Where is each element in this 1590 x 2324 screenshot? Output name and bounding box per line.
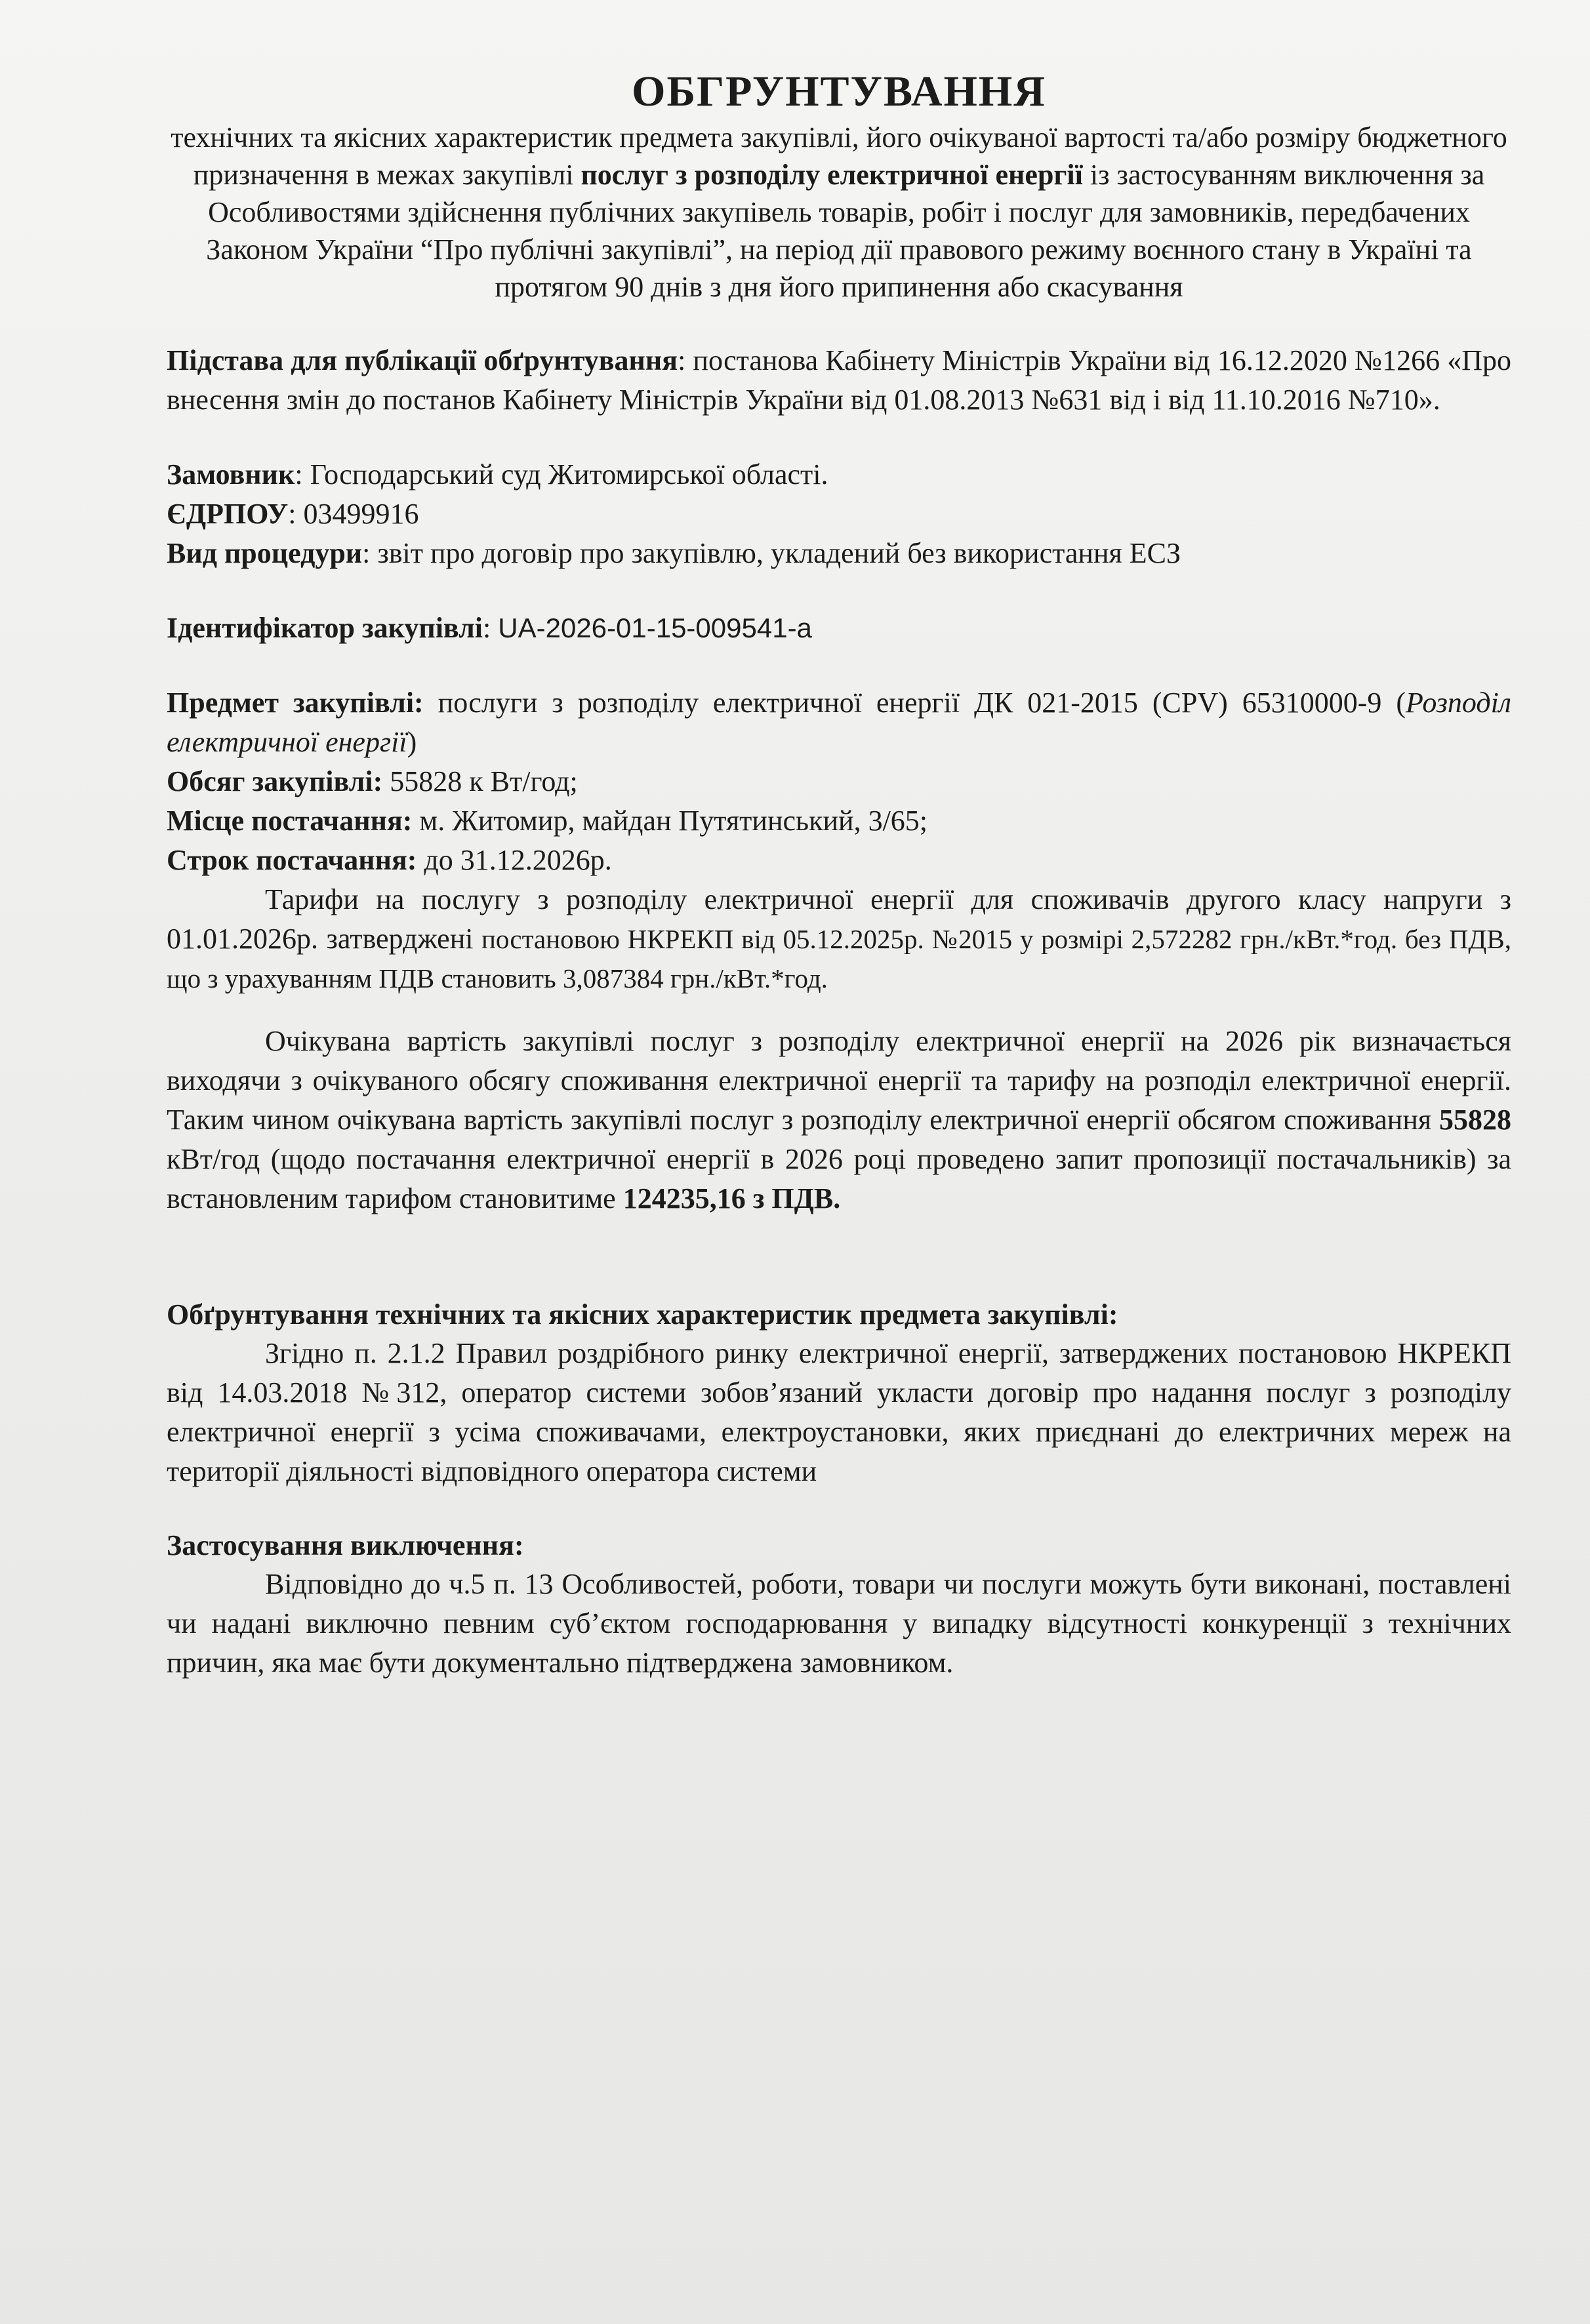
edrpou-line <box>167 494 1511 534</box>
justification-heading: Обґрунтування технічних та якісних характеристик предмета закупівлі: <box>167 1298 1118 1331</box>
procedure-text: : звіт про договір про закупівлю, укладений без використання ЕСЗ <box>362 537 1181 570</box>
exception-text: Відповідно до ч.5 п. 13 Особливостей, роботи, товари чи послуги можуть бути виконані, поставлені чи надані виключно певним суб’єктом господарювання у випадку відсутності конкуренції з технічних причин, яка має бути документально підтверджена замовником. <box>167 1568 1511 1679</box>
subtitle-bold: послуг з розподілу електричної енергії <box>581 159 1083 191</box>
expected-volume: 55828 <box>1439 1104 1511 1136</box>
term-text: до 31.12.2026р. <box>417 844 612 877</box>
identifier-line <box>167 609 1511 648</box>
basis-paragraph <box>167 341 1511 420</box>
expected-total: 124235,16 з ПДВ. <box>622 1182 841 1215</box>
place-text: м. Житомир, майдан Путятинський, 3/65; <box>412 805 928 837</box>
identifier-code: UA-2026-01-15-009541-a <box>498 612 812 644</box>
justification-text: Згідно п. 2.1.2 Правил роздрібного ринку електричної енергії, затверджених постановою НКРЕКП від 14.03.2018 №312, оператор системи зобов’язаний укласти договір про надання послуг з розподілу електричної енергії з усіма споживачами, електроустановки, яких приєднані до електричних мереж на території діяльності відповідного оператора системи <box>167 1337 1511 1488</box>
customer-text: : Господарський суд Житомирської області. <box>295 458 828 491</box>
procedure-line <box>167 534 1511 573</box>
subject-close: ) <box>407 726 417 759</box>
expected-text1: Очікувана вартість закупівлі послуг з розподілу електричної енергії на 2026 рік визначається виходячи з очікуваного обсягу споживання електричної енергії та тарифу на розподіл електричної енергії. Таким чином очікувана вартість закупівлі послуг з розподілу електричної енергії обсягом споживання <box>167 1025 1511 1136</box>
document-subtitle <box>167 119 1511 306</box>
expected-text2: кВт/год (щодо постачання електричної енергії в 2026 році проведено запит пропозиції постачальників) за встановленим тарифом становитиме <box>167 1143 1511 1215</box>
tariff-text2: постановою НКРЕКП від 05.12.2025р. №2015 у розмірі 2,572282 грн./кВт.*год. без ПДВ, що з урахуванням ПДВ становить 3,087384 грн./кВт.*год. <box>167 924 1511 994</box>
term-label: Строк постачання: <box>167 844 417 877</box>
subtitle-part2: із застосуванням виключення за Особливостями здійснення публічних закупівель товарів, робіт і послуг для замовників, передбачених Законом України “Про публічні закупівлі”, на період дії правового режиму воєнного стану в Україні та протягом 90 днів з дня його припинення або скасування <box>206 159 1485 304</box>
document-body <box>167 66 1511 1683</box>
customer-label: Замовник <box>167 458 295 491</box>
subject-italic: Розподіл електричної енергії <box>167 687 1511 759</box>
tariff-text1: Тарифи на послугу з розподілу електричної енергії для споживачів другого класу напруги з 01.01.2026р. затверджені <box>167 883 1511 955</box>
document-title: ОБГРУНТУВАННЯ <box>632 68 1046 115</box>
volume-text: 55828 к Вт/год; <box>382 765 578 798</box>
customer-line <box>167 455 1511 494</box>
tariff-paragraph <box>167 880 1511 998</box>
identifier-sep: : <box>483 612 499 645</box>
edrpou-text: : 03499916 <box>288 498 419 531</box>
subject-line <box>167 683 1511 762</box>
place-label: Місце постачання: <box>167 805 413 837</box>
volume-label: Обсяг закупівлі: <box>167 765 383 798</box>
volume-line <box>167 762 1511 801</box>
identifier-label: Ідентифікатор закупівлі <box>167 612 483 645</box>
place-line <box>167 801 1511 841</box>
subtitle-part1: технічних та якісних характеристик предмета закупівлі, його очікуваної вартості та/або розміру бюджетного призначення в межах закупівлі <box>171 121 1507 191</box>
subject-label: Предмет закупівлі: <box>167 687 424 719</box>
procedure-label: Вид процедури <box>167 537 363 570</box>
basis-label: Підстава для публікації обґрунтування <box>167 344 678 377</box>
expected-paragraph <box>167 1022 1511 1218</box>
edrpou-label: ЄДРПОУ <box>167 498 289 531</box>
subject-text: послуги з розподілу електричної енергії ДК 021-2015 (CPV) 65310000-9 ( <box>423 687 1406 719</box>
term-line <box>167 841 1511 880</box>
exception-heading: Застосування виключення: <box>167 1529 524 1562</box>
basis-text: : постанова Кабінету Міністрів України від 16.12.2020 №1266 «Про внесення змін до постанов Кабінету Міністрів України від 01.08.2013 №631 від і від 11.10.2016 №710». <box>167 344 1511 416</box>
